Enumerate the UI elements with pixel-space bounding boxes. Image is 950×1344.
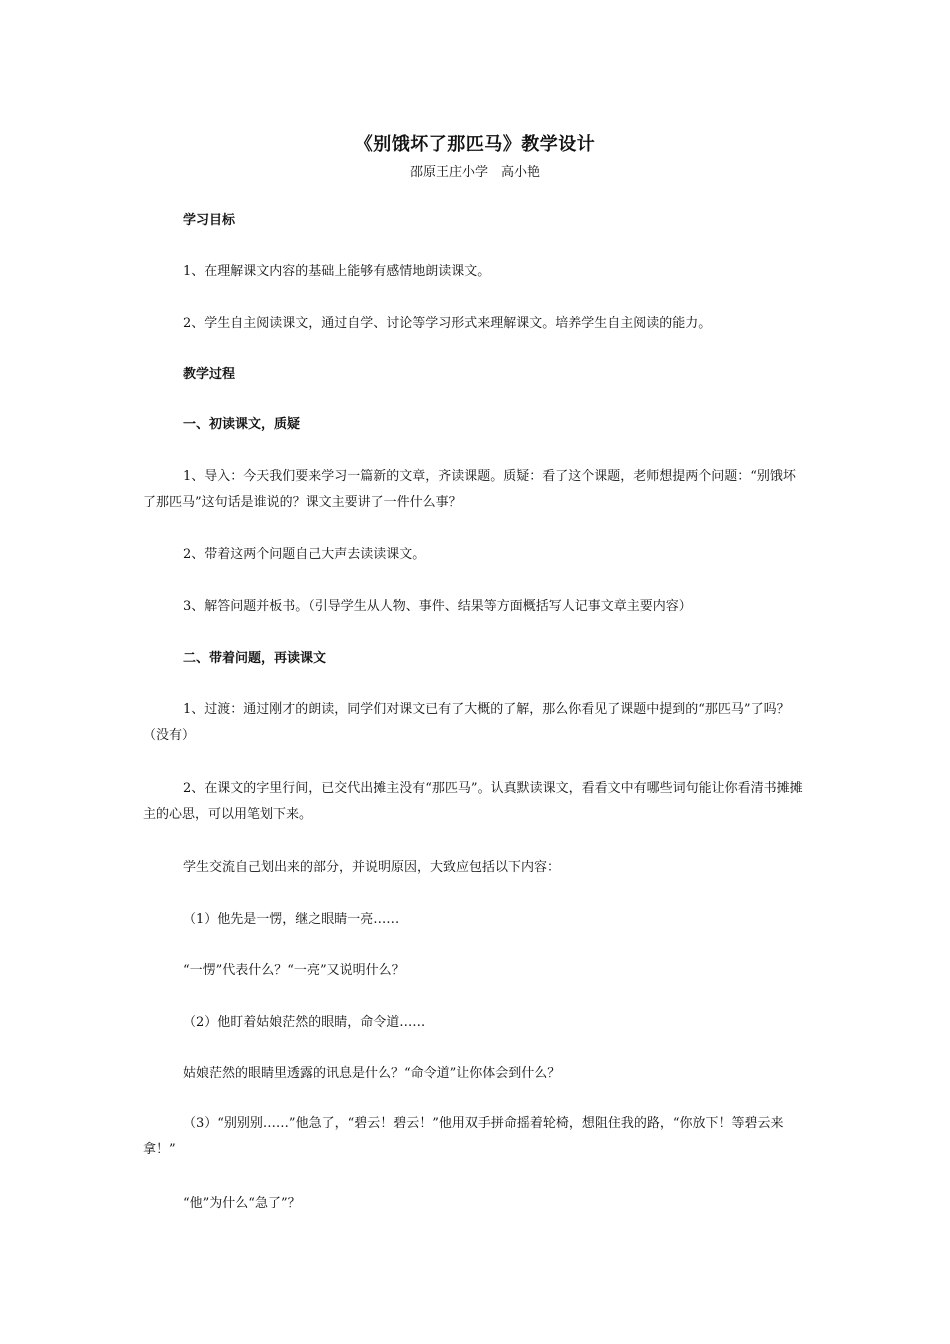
heading-section-one: 一、初读课文，质疑 <box>183 417 301 432</box>
paragraph: “他”为什么“急了”？ <box>183 1196 301 1211</box>
paragraph: 学生交流自己划出来的部分，并说明原因，大致应包括以下内容： <box>183 860 561 875</box>
paragraph: 1、在理解课文内容的基础上能够有感情地朗读课文。 <box>183 264 491 279</box>
paragraph: “一愣”代表什么？“一亮”又说明什么？ <box>183 963 405 978</box>
heading-section-two: 二、带着问题，再读课文 <box>183 651 327 666</box>
paragraph: 1、导入：今天我们要来学习一篇新的文章，齐读课题。质疑：看了这个课题，老师想提两个问题：“别饿坏了那匹马”这句话是谁说的？课文主要讲了一件什么事？ <box>143 469 796 510</box>
paragraph: 2、带着这两个问题自己大声去读读课文。 <box>183 547 426 562</box>
paragraph: 3、解答问题并板书。（引导学生从人物、事件、结果等方面概括写人记事文章主要内容） <box>183 599 692 614</box>
heading-teaching-process: 教学过程 <box>183 367 236 382</box>
paragraph: （1）他先是一愣，继之眼睛一亮…… <box>183 912 400 927</box>
paragraph: 2、学生自主阅读课文，通过自学、讨论等学习形式来理解课文。培养学生自主阅读的能力。 <box>183 316 712 331</box>
paragraph: 1、过渡：通过刚才的朗读，同学们对课文已有了大概的了解，那么你看见了课题中提到的“那匹马”了吗？（没有） <box>143 702 790 743</box>
paragraph: 姑娘茫然的眼睛里透露的讯息是什么？“命令道”让你体会到什么？ <box>183 1066 561 1081</box>
heading-learning-goals: 学习目标 <box>183 213 236 228</box>
paragraph: （2）他盯着姑娘茫然的眼睛，命令道…… <box>183 1015 426 1030</box>
document-author: 邵原王庄小学 高小艳 <box>409 165 540 180</box>
paragraph: 2、在课文的字里行间，已交代出摊主没有“那匹马”。认真默读课文，看看文中有哪些词句能让你看清书摊摊主的心思，可以用笔划下来。 <box>143 781 803 822</box>
document-title: 《别饿坏了那匹马》教学设计 <box>354 134 596 155</box>
paragraph: （3）“别别别……”他急了，“碧云！碧云！”他用双手拼命摇着轮椅，想阻住我的路，“你放下！等碧云来拿！” <box>143 1116 784 1157</box>
